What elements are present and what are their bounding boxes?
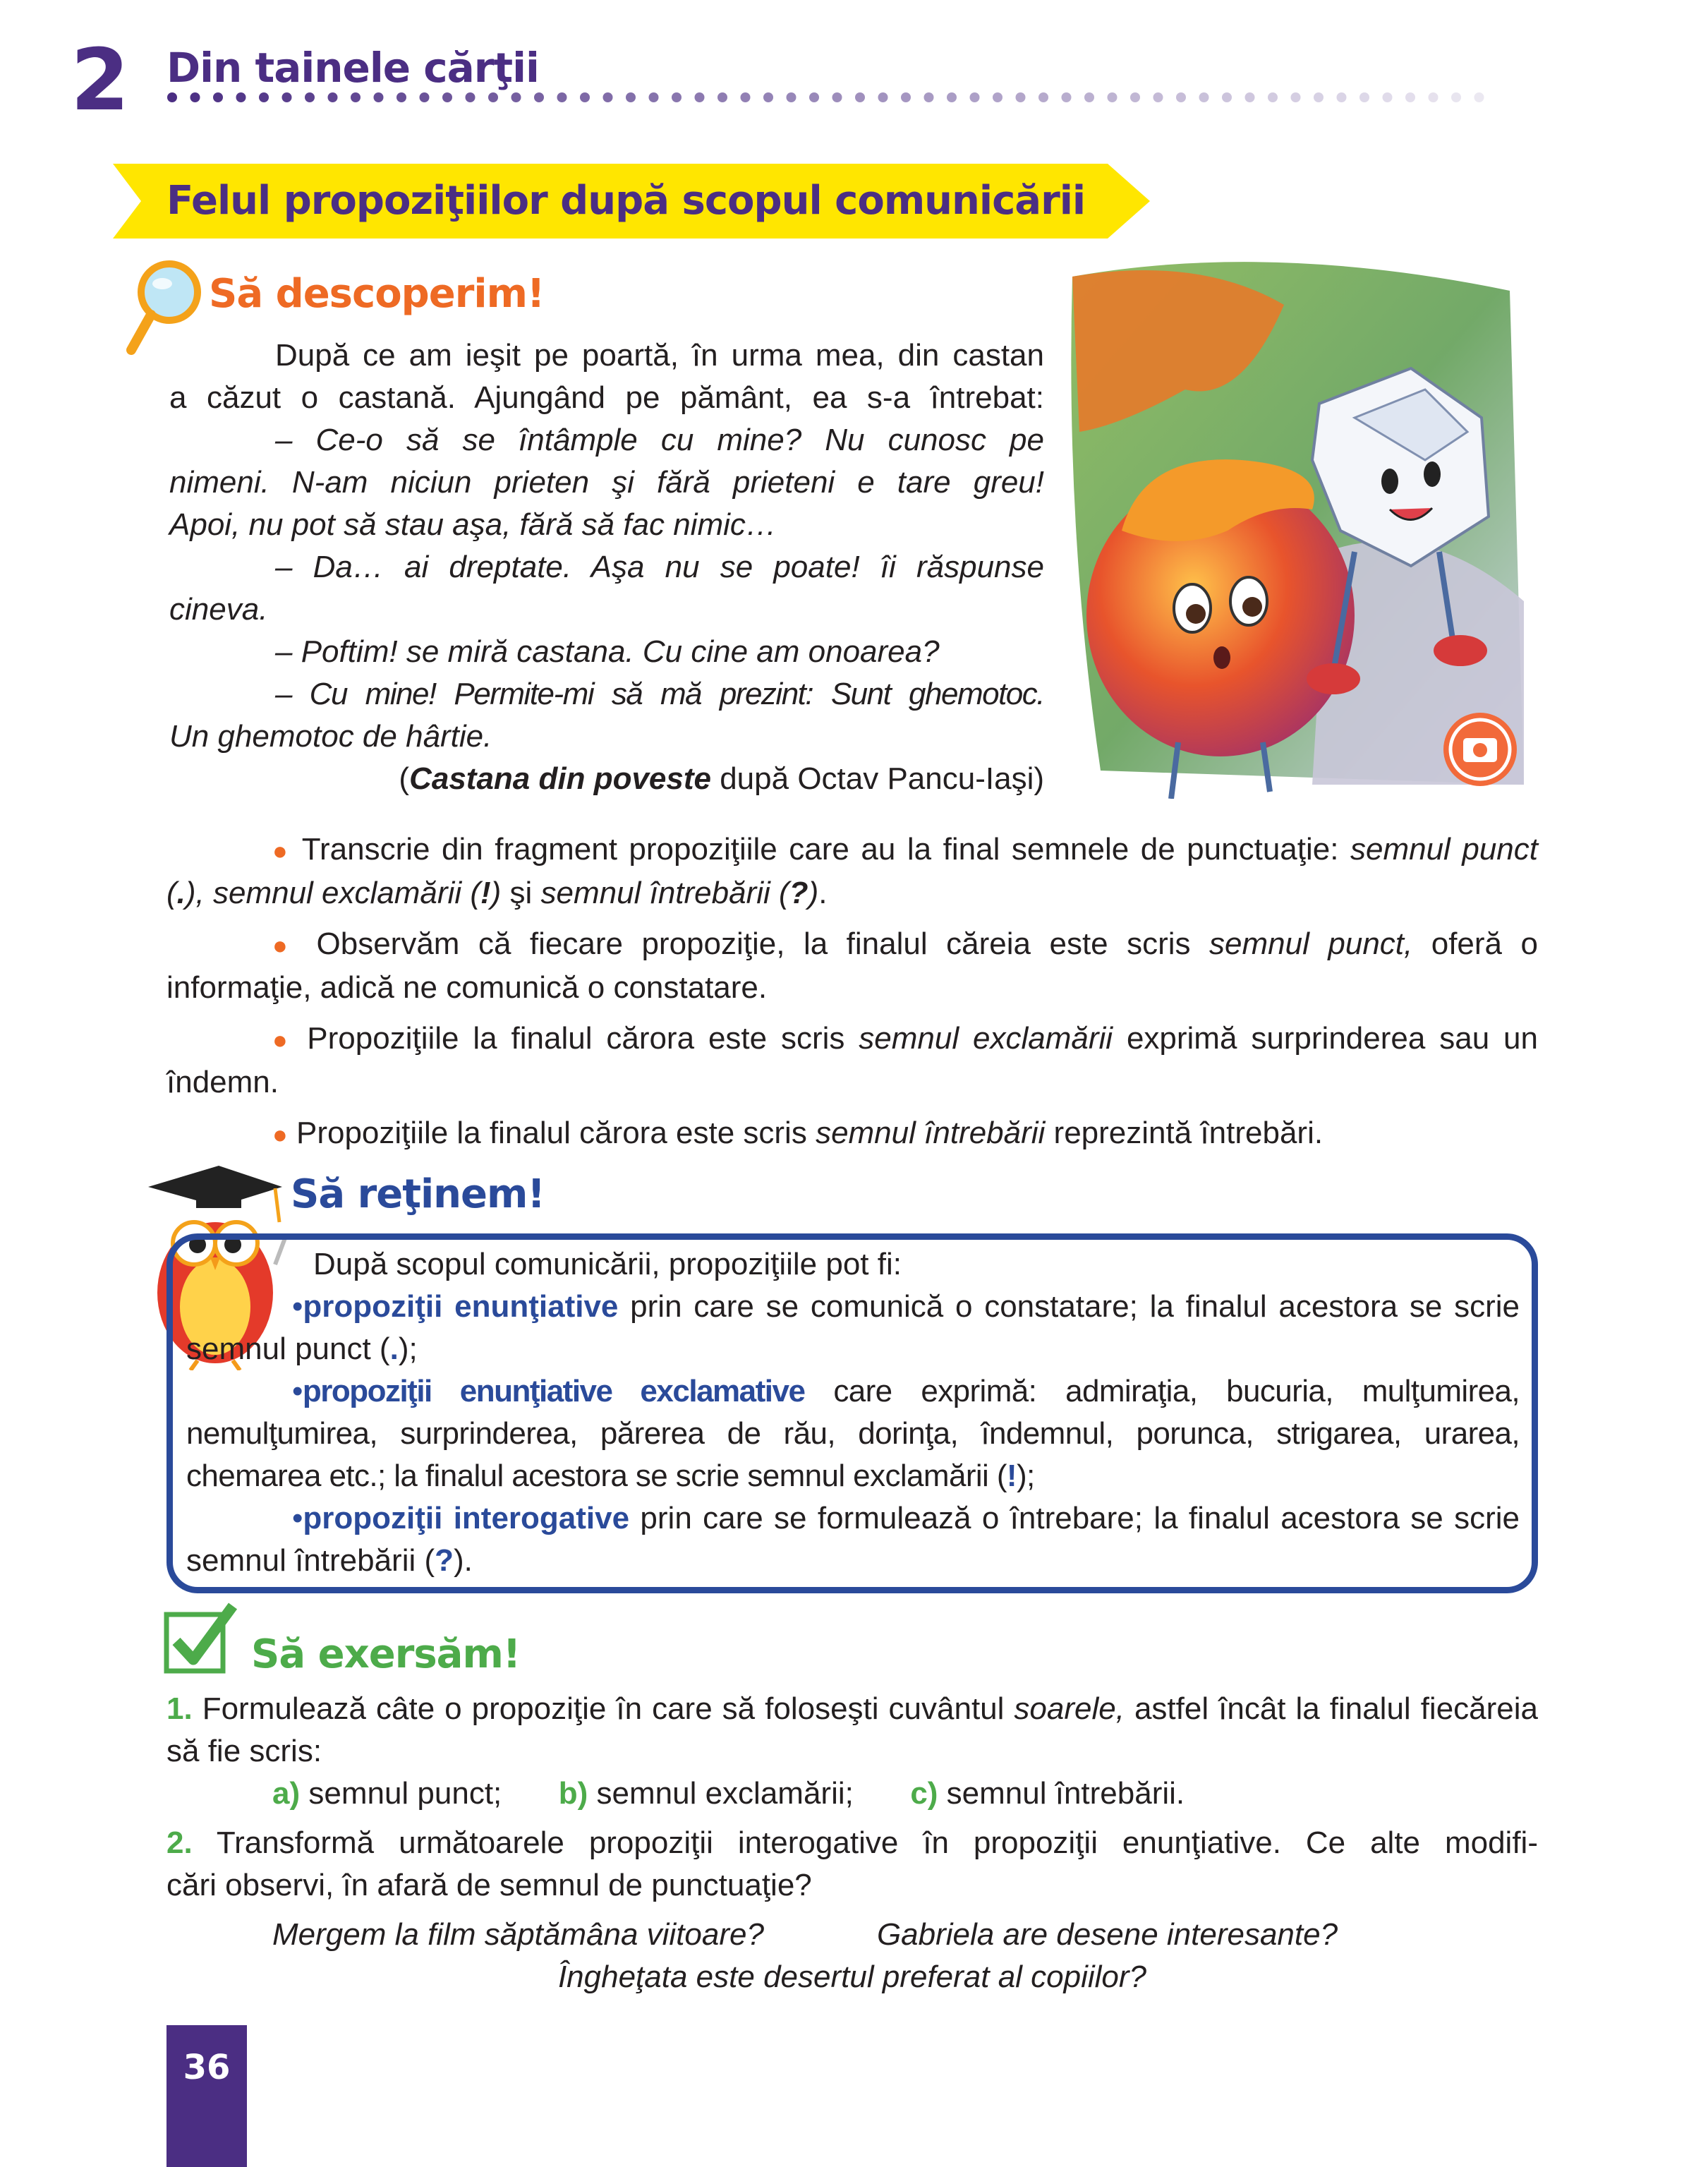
divider-dot	[1405, 92, 1415, 102]
divider-dot	[947, 92, 957, 102]
discover-instructions	[166, 828, 1538, 1164]
divider-dot	[1383, 92, 1393, 102]
divider-dot	[603, 92, 613, 102]
divider-dot	[351, 92, 361, 102]
divider-dot	[259, 92, 269, 102]
remember-heading: Să reţinem!	[291, 1171, 545, 1217]
divider-dot	[534, 92, 544, 102]
divider-dot	[1314, 92, 1324, 102]
remember-text	[186, 1243, 1520, 1582]
dotted-divider	[166, 90, 1493, 104]
divider-dot	[924, 92, 934, 102]
story-line: cineva.	[169, 592, 268, 627]
story-line: – Ce-o să se întâmple cu mine? Nu cunosc pe	[275, 423, 1044, 457]
divider-dot	[626, 92, 636, 102]
chapter-number: 2	[71, 32, 130, 130]
exercise-2-cont: cări observi, în afară de semnul de punctuaţie?	[166, 1868, 812, 1902]
divider-dot	[695, 92, 705, 102]
bullet-icon: ●	[272, 1025, 293, 1054]
divider-dot	[190, 92, 200, 102]
source-title: Castana din poveste	[409, 761, 711, 796]
divider-dot	[305, 92, 315, 102]
exercise-1: 1. Formulează câte o propoziţie în care să foloseşti cuvântul soarele, astfel încât la finalul fiecăreia să fie scris:	[166, 1691, 1539, 1768]
divider-dot	[878, 92, 888, 102]
remember-item: •propoziţii enunţiative prin care se comunică o constatare; la finalul acestora se scrie semnul punct (.);	[186, 1289, 1520, 1366]
divider-dot	[1038, 92, 1048, 102]
lesson-title: Felul propoziţiilor după scopul comunicării	[166, 178, 1086, 224]
story-line: Un ghemotoc de hârtie.	[169, 719, 492, 754]
instruction-item: ● Propoziţiile la finalul cărora este scris semnul exclamării exprimă surprinderea sau un îndemn.	[166, 1021, 1538, 1099]
divider-dot	[1199, 92, 1209, 102]
divider-dot	[855, 92, 865, 102]
divider-dot	[649, 92, 659, 102]
divider-dot	[1337, 92, 1347, 102]
divider-dot	[396, 92, 406, 102]
chapter-title: Din tainele cărţii	[166, 44, 539, 92]
divider-dot	[993, 92, 1003, 102]
story-line: După ce am ieşit pe poartă, în urma mea, din castan	[275, 338, 1044, 373]
page-number-tab	[166, 2025, 247, 2167]
bullet-icon: ●	[272, 931, 298, 960]
divider-dot	[1451, 92, 1461, 102]
exercise-2-sentences: Mergem la film săptămâna viitoare? Gabriela are desene interesante?	[272, 1917, 1338, 1952]
divider-dot	[167, 92, 177, 102]
checkmark-icon	[164, 1602, 237, 1675]
divider-dot	[1108, 92, 1118, 102]
practice-heading: Să exersăm!	[251, 1631, 521, 1677]
instruction-item: ● Transcrie din fragment propoziţiile care au la final semnele de punctuaţie: semnul punct (.), semnul exclamării (!) şi semnul întrebării (?).	[166, 832, 1538, 910]
story-line: – Da… ai dreptate. Aşa nu se poate! îi răspunse	[275, 550, 1044, 584]
bullet-icon: ●	[272, 836, 291, 865]
story-line: nimeni. N-am niciun prieten şi fără prieteni e tare greu!	[169, 465, 1044, 500]
divider-dot	[741, 92, 751, 102]
remember-item: •propoziţii interogative prin care se formulează o întrebare; la finalul acestora se scrie semnul întrebării (?).	[186, 1501, 1520, 1578]
divider-dot	[970, 92, 980, 102]
bullet-icon: ●	[272, 1120, 288, 1149]
divider-dot	[420, 92, 430, 102]
divider-dot	[901, 92, 911, 102]
divider-dot	[672, 92, 682, 102]
exercise-1-options: a) semnul punct; b) semnul exclamării; c) semnul întrebării.	[272, 1776, 1185, 1811]
divider-dot	[1222, 92, 1232, 102]
divider-dot	[580, 92, 590, 102]
divider-dot	[809, 92, 819, 102]
remember-intro: După scopul comunicării, propoziţiile pot fi:	[313, 1247, 902, 1281]
story-line: – Cu mine! Permite-mi să mă prezint: Sunt ghemotoc.	[275, 677, 1044, 711]
page-number: 36	[183, 2048, 231, 2087]
divider-dot	[1245, 92, 1255, 102]
bullet-icon: •	[292, 1374, 303, 1408]
divider-dot	[1291, 92, 1301, 102]
divider-dot	[1062, 92, 1072, 102]
story-text	[169, 334, 1044, 800]
divider-dot	[511, 92, 521, 102]
story-line: – Poftim! se miră castana. Cu cine am onoarea?	[275, 634, 940, 669]
divider-dot	[442, 92, 452, 102]
divider-dot	[763, 92, 773, 102]
divider-dot	[717, 92, 727, 102]
bullet-icon: •	[292, 1501, 303, 1535]
story-source: (Castana din poveste după Octav Pancu-Iaşi)	[399, 761, 1044, 796]
story-line: Apoi, nu pot să stau aşa, fără să fac nimic…	[169, 507, 777, 542]
divider-dot	[1084, 92, 1094, 102]
divider-dot	[236, 92, 246, 102]
exercise-2: 2. Transformă următoarele propoziţii interogative în propoziţii enunţiative. Ce alte modifi-	[166, 1825, 1538, 1860]
story-line: a căzut o castană. Ajungând pe pământ, ea s-a întrebat:	[169, 380, 1044, 415]
divider-dot	[1153, 92, 1163, 102]
instruction-item: ● Observăm că fiecare propoziţie, la finalul căreia este scris semnul punct, oferă o informaţie, adică ne comunică o constatare.	[166, 926, 1538, 1005]
divider-dot	[1016, 92, 1026, 102]
divider-dot	[1176, 92, 1186, 102]
divider-dot	[282, 92, 292, 102]
divider-dot	[213, 92, 223, 102]
divider-dot	[557, 92, 567, 102]
divider-dot	[466, 92, 476, 102]
divider-dot	[1474, 92, 1484, 102]
divider-dot	[1130, 92, 1140, 102]
divider-dot	[832, 92, 842, 102]
divider-dot	[488, 92, 498, 102]
divider-dot	[1268, 92, 1278, 102]
remember-item: •propoziţii enunţiative exclamative care exprimă: admiraţia, bucuria, mulţumirea, nemulţumirea, surprinderea, părerea de rău, dorinţa, îndemnul, porunca, strigarea, urarea, chemarea etc.; la finalul acestora se scrie semnul exclamării (!);	[186, 1374, 1520, 1493]
divider-dot	[328, 92, 338, 102]
story-illustration	[1058, 248, 1538, 799]
discover-heading: Să descoperim!	[209, 271, 545, 317]
divider-dot	[787, 92, 797, 102]
bullet-icon: •	[292, 1289, 303, 1324]
exercises	[166, 1688, 1538, 1998]
divider-dot	[374, 92, 384, 102]
exercise-2-sentence-3: Îngheţata este desertul preferat al copiilor?	[557, 1960, 1147, 1994]
instruction-item: ● Propoziţiile la finalul cărora este scris semnul întrebării reprezintă întrebări.	[272, 1116, 1324, 1150]
divider-dot	[1429, 92, 1439, 102]
divider-dot	[1359, 92, 1369, 102]
